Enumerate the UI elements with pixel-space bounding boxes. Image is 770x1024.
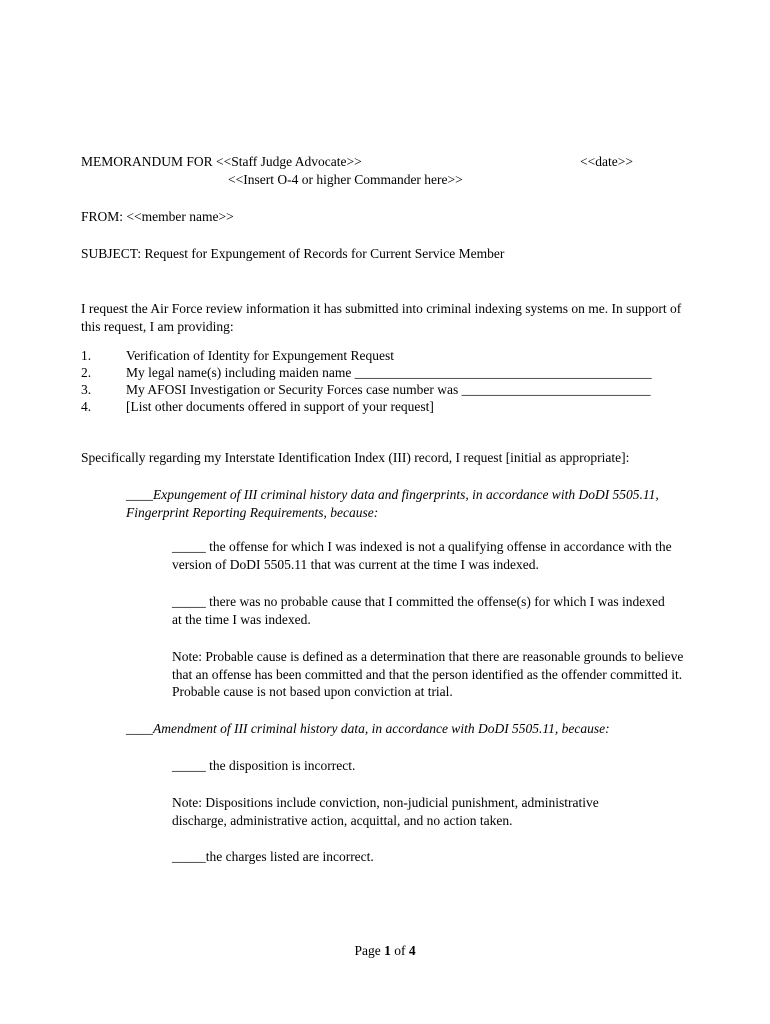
page-number-separator: of [390,943,409,958]
list-item-text: My legal name(s) including maiden name ____________________________________________ [126,365,652,380]
list-item-number: 2. [81,365,92,380]
subject-line: SUBJECT: Request for Expungement of Records for Current Service Member [81,246,505,261]
list-item [81,364,701,381]
amendment-initial-blank: ____ [126,721,153,736]
memo-for-line: MEMORANDUM FOR <<Staff Judge Advocate>> [81,154,362,169]
memo-date: <<date>> [580,154,633,169]
list-item-text: My AFOSI Investigation or Security Forces case number was ____________________________ [126,382,651,397]
specifically-paragraph: Specifically regarding my Interstate Identification Index (III) record, I request [initial as appropriate]: [81,450,630,465]
probable-cause-note: Note: Probable cause is defined as a determination that there are reasonable grounds to believe that an offense has been committed and that the person identified as the offender committed it. Probable cause is not based upon conviction at trial. [172,649,684,699]
amendment-reason-disposition: _____ the disposition is incorrect. [172,758,356,773]
expungement-reason-qualifying: _____ the offense for which I was indexed is not a qualifying offense in accordance with the version of DoDI 5505.11 that was current at the time I was indexed. [172,539,672,572]
dispositions-note: Note: Dispositions include conviction, non-judicial punishment, administrative discharge, administrative action, acquittal, and no action taken. [172,795,599,828]
page-number-prefix: Page [354,943,385,958]
expungement-heading [126,486,666,521]
list-item [81,381,701,398]
list-item-number: 4. [81,399,92,414]
expungement-heading-text: Expungement of III criminal history data and fingerprints, in accordance with DoDI 5505.11, Fingerprint Reporting Requirements, because: [126,487,659,520]
from-line: FROM: <<member name>> [81,209,234,224]
list-item [81,398,701,415]
list-item [81,347,701,364]
page-number-current: 1 [384,943,391,958]
list-item-number: 1. [81,348,92,363]
list-item-text: Verification of Identity for Expungement Request [126,348,395,363]
amendment-heading-text: Amendment of III criminal history data, in accordance with DoDI 5505.11, because: [153,721,610,736]
list-item-number: 3. [81,382,92,397]
expungement-initial-blank: ____ [126,487,153,502]
amendment-reason-charges: _____the charges listed are incorrect. [172,849,374,864]
expungement-reason-probable-cause: _____ there was no probable cause that I committed the offense(s) for which I was indexed at the time I was indexed. [172,594,665,627]
memo-for-line-2: <<Insert O-4 or higher Commander here>> [228,172,463,187]
intro-paragraph: I request the Air Force review information it has submitted into criminal indexing systems on me. In support of this request, I am providing: [81,301,682,334]
amendment-heading [126,720,610,737]
page-number [0,942,770,959]
list-item-text: [List other documents offered in support of your request] [126,399,434,414]
page-number-total: 4 [408,943,416,958]
